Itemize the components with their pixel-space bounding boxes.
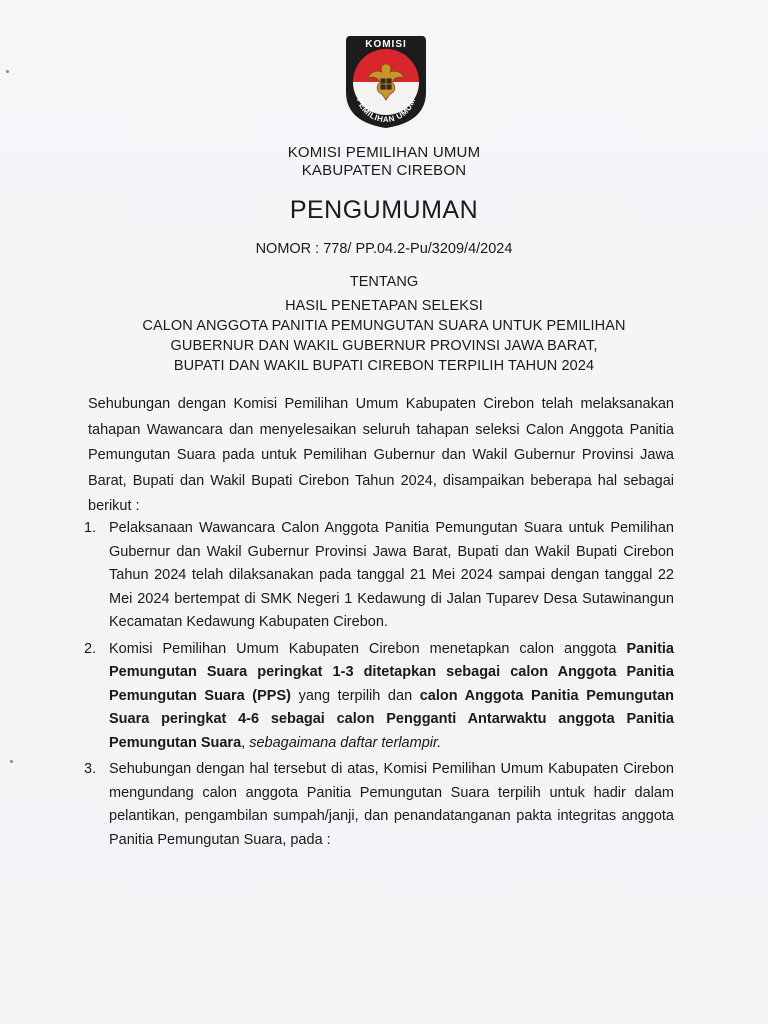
list-item-text: Pelaksanaan Wawancara Calon Anggota Panitia Pemungutan Suara untuk Pemilihan Gubernur dan Wakil Gubernur Provinsi Jawa Barat, Bupati dan Wakil Bupati Cirebon Tahun 2024 telah dilaksanakan pada tanggal 21 Mei 2024 sampai dengan tanggal 22 Mei 2024 bertempat di SMK Negeri 1 Kedawung di Jalan Tuparev Desa Sutawinangun Kecamatan Kedawung Kabupaten Cirebon. bbox=[109, 520, 674, 630]
list-item-bold-text: Panitia Pemungutan Suara peringkat 1-3 ditetapkan sebagai calon Anggota Panitia Pemungutan Suara (PPS) bbox=[109, 640, 674, 704]
list-item-text: Komisi Pemilihan Umum Kabupaten Cirebon menetapkan calon anggota bbox=[109, 640, 627, 657]
scan-speck bbox=[10, 760, 13, 763]
page-title: PENGUMUMAN bbox=[289, 196, 479, 224]
kpu-logo bbox=[342, 30, 430, 130]
org-line-1: KOMISI PEMILIHAN UMUM bbox=[287, 144, 481, 161]
list-item-text: Sehubungan dengan hal tersebut di atas, Komisi Pemilihan Umum Kabupaten Cirebon mengundang calon anggota Panitia Pemungutan Suara terpilih untuk hadir dalam pelantikan, pengambilan sumpah/janji, dan penandatanganan pakta integritas anggota Panitia Pemungutan Suara, pada : bbox=[109, 761, 674, 848]
point-list bbox=[84, 517, 675, 855]
list-item-italic-text: sebagaimana daftar terlampir. bbox=[249, 734, 442, 751]
logo-text-bottom: PEMILIHAN UMUM bbox=[354, 96, 418, 125]
list-item-3 bbox=[84, 758, 674, 852]
logo-text-top: KOMISI bbox=[365, 39, 407, 50]
subject-line-3: GUBERNUR DAN WAKIL GUBERNUR PROVINSI JAWA BARAT, bbox=[170, 338, 598, 354]
list-item-2 bbox=[84, 638, 675, 756]
list-item-text: yang terpilih dan bbox=[290, 687, 420, 704]
list-item-bold-text: calon Anggota Panitia Pemungutan Suara peringkat 4-6 sebagai calon Pengganti Antarwaktu anggota Panitia Pemungutan Suara bbox=[109, 687, 675, 751]
scan-speck bbox=[6, 70, 9, 73]
subject-line-1: HASIL PENETAPAN SELEKSI bbox=[285, 298, 483, 314]
org-line-2: KABUPATEN CIREBON bbox=[301, 162, 467, 179]
tentang-label: TENTANG bbox=[349, 274, 419, 290]
list-number: 3. bbox=[84, 761, 97, 777]
document-number: NOMOR : 778/ PP.04.2-Pu/3209/4/2024 bbox=[255, 241, 513, 257]
intro-paragraph: Sehubungan dengan Komisi Pemilihan Umum Kabupaten Cirebon telah melaksanakan tahapan Wawancara dan menyelesaikan seluruh tahapan seleksi Calon Anggota Panitia Pemungutan Suara pada untuk Pemilihan Gubernur dan Wakil Gubernur Provinsi Jawa Barat, Bupati dan Wakil Bupati Cirebon Tahun 2024, disampaikan beberapa hal sebagai berikut : bbox=[88, 396, 674, 514]
subject-line-4: BUPATI DAN WAKIL BUPATI CIREBON TERPILIH TAHUN 2024 bbox=[173, 358, 595, 374]
list-number: 2. bbox=[84, 640, 97, 657]
subject-line-2: CALON ANGGOTA PANITIA PEMUNGUTAN SUARA UNTUK PEMILIHAN bbox=[142, 318, 626, 334]
list-item-text: , bbox=[241, 734, 250, 751]
list-number: 1. bbox=[84, 520, 97, 536]
list-item-1 bbox=[84, 517, 674, 635]
